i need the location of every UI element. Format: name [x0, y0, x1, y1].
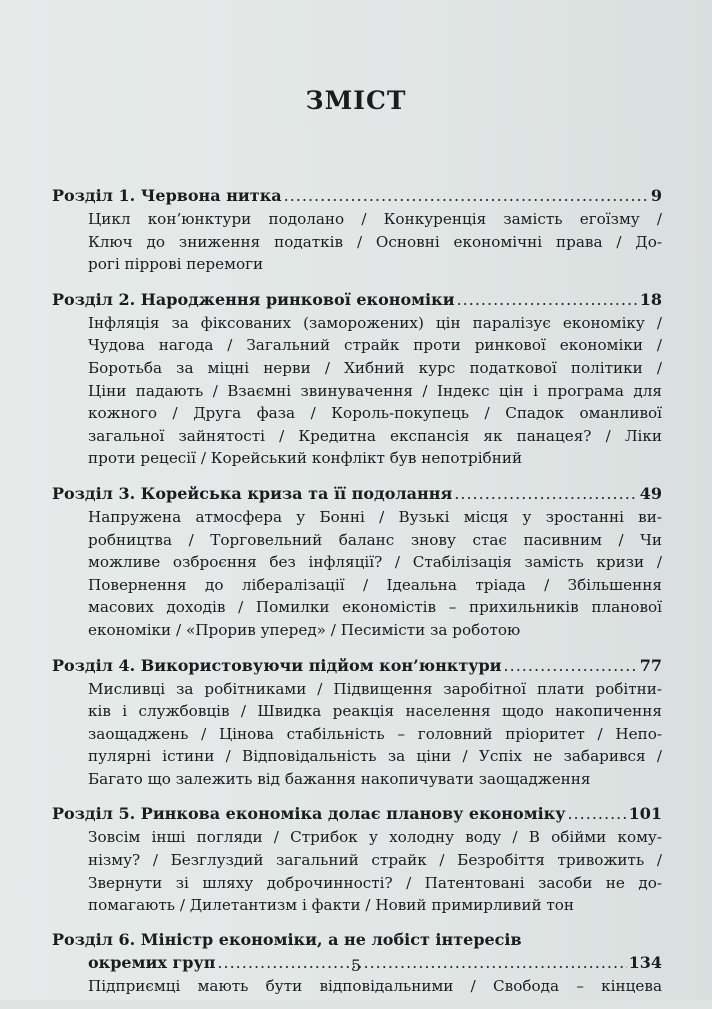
chapter-page-number: 9: [650, 186, 662, 205]
subsection-line: Напружена атмосфера у Бонні / Вузькі місця у зростанні ви-: [88, 507, 662, 526]
subsection-line: Підприємці мають бути відповідальними / Свобода – кінцева: [88, 976, 662, 995]
dot-leader: [454, 482, 637, 506]
subsection-line: Ключ до зниження податків / Основні економічні права / До-: [88, 232, 662, 251]
subsection-line: Цикл кон’юнктури подолано / Конкуренція замість егоїзму /: [88, 210, 662, 228]
dot-leader: [567, 802, 626, 826]
subsection-line: Ціни падають / Взаємні звинувачення / Індекс цін і програма для: [88, 381, 662, 400]
chapter-subsections: [52, 678, 662, 791]
chapter-heading: [52, 654, 662, 678]
chapter-page-number: 101: [628, 804, 662, 824]
subsection-line: Боротьба за міцні нерви / Хибний курс податкової політики /: [88, 358, 662, 377]
chapter-title: Розділ 5. Ринкова економіка долає планову економіку: [52, 804, 566, 824]
chapter-subsections: [52, 208, 662, 276]
chapter-subsections: [52, 506, 662, 642]
chapter-page-number: 49: [639, 483, 662, 503]
dot-leader: [504, 654, 638, 678]
page-title: ЗМІСТ: [305, 86, 407, 115]
subsection-line: можливе озброєння без інфляції? / Стабілізація замість кризи /: [88, 553, 662, 572]
table-of-contents: [52, 184, 662, 1009]
subsection-line: ків і службовців / Швидка реакція населення щодо накопичення: [88, 702, 662, 721]
chapter-heading: [52, 482, 662, 506]
subsection-line: Повернення до лібералізації / Ідеальна тріада / Збільшення: [88, 575, 662, 594]
chapter-title-continued: окремих груп: [88, 952, 216, 972]
toc-entry-chapter-4: [52, 654, 662, 791]
chapter-title: Розділ 3. Корейська криза та її подолання: [52, 483, 453, 503]
subsection-line: загальної зайнятості / Кредитна експансія як панацея? / Ліки: [88, 426, 662, 445]
toc-entry-chapter-2: [52, 288, 662, 470]
chapter-heading: [52, 288, 662, 312]
chapter-subsections: [52, 975, 662, 998]
chapter-heading: [52, 802, 662, 826]
subsection-line: Мисливці за робітниками / Підвищення заробітної плати робітни-: [88, 679, 662, 698]
subsection-line: масових доходів / Помилки економістів – прихильників планової: [88, 598, 662, 617]
chapter-page-number: 134: [628, 952, 662, 972]
dot-leader: [457, 288, 638, 312]
toc-entry-chapter-3: [52, 482, 662, 642]
chapter-page-number: 18: [639, 289, 662, 309]
subsection-line: економіки / «Прорив уперед» / Песимісти за роботою: [88, 620, 521, 639]
chapter-title: Розділ 4. Використовуючи підйом кон’юнктури: [52, 655, 502, 675]
subsection-line: Зовсім інші погляди / Стрибок у холодну воду / В обійми кому-: [88, 828, 662, 847]
subsection-line: Багато що залежить від бажання накопичувати заощадження: [88, 769, 591, 788]
subsection-line: робництва / Торговельний баланс знову стає пасивним / Чи: [88, 530, 662, 549]
page-number: 5: [350, 956, 362, 975]
toc-entry-chapter-5: [52, 802, 662, 916]
dot-leader: [284, 184, 649, 208]
subsection-line: рогі піррові перемоги: [88, 255, 264, 274]
chapter-subsections: [52, 826, 662, 916]
chapter-page-number: 77: [639, 655, 662, 675]
subsection-line: кожного / Друга фаза / Король-покупець / Спадок оманливої: [88, 404, 662, 423]
subsection-line: Звернути зі шляху доброчинності? / Патентовані засоби не до-: [88, 873, 662, 892]
subsection-line: Інфляція за фіксованих (заморожених) цін паралізує економіку /: [88, 313, 662, 332]
chapter-title: Розділ 2. Народження ринкової економіки: [52, 289, 455, 309]
chapter-title: Розділ 1. Червона нитка: [52, 186, 282, 205]
subsection-line: заощаджень / Цінова стабільність – головний пріоритет / Непо-: [88, 724, 662, 743]
subsection-line: пулярні істини / Відповідальність за ціни / Успіх не забарився /: [88, 747, 662, 766]
chapter-title: Розділ 6. Міністр економіки, а не лобіст інтересів: [52, 929, 522, 949]
chapter-heading: [52, 184, 662, 208]
chapter-subsections: [52, 312, 662, 470]
toc-entry-chapter-1: [52, 184, 662, 276]
subsection-line: нізму? / Безглуздий загальний страйк / Безробіття тривожить /: [88, 851, 662, 870]
subsection-line: помагають / Дилетантизм і факти / Новий примирливий тон: [88, 896, 575, 915]
subsection-line: Чудова нагода / Загальний страйк проти ринкової економіки /: [88, 336, 662, 355]
subsection-line: проти рецесії / Корейський конфлікт був непотрібний: [88, 449, 523, 468]
